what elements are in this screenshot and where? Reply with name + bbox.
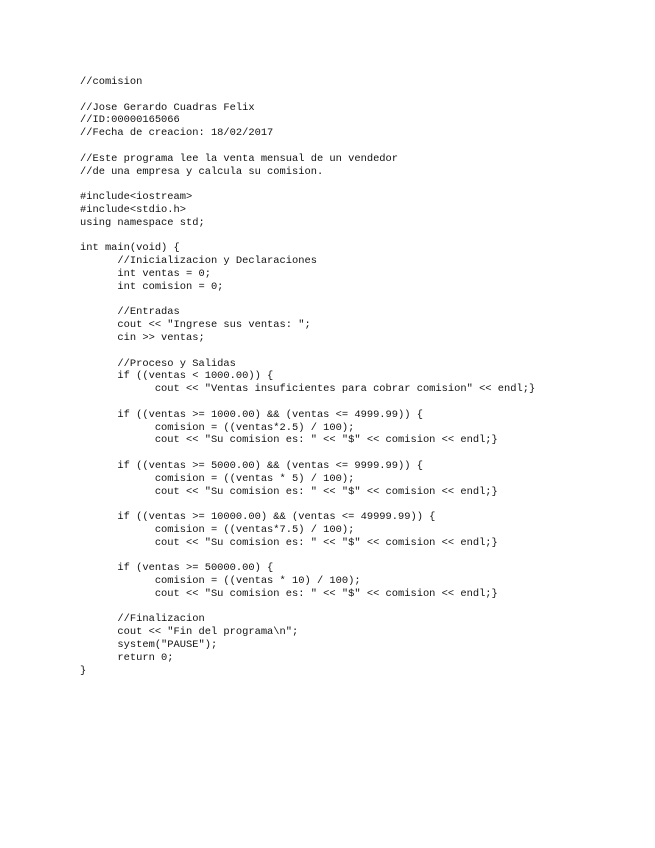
code-line — [80, 549, 640, 562]
code-line — [80, 294, 640, 307]
code-line: cin >> ventas; — [80, 331, 205, 344]
code-line — [80, 230, 640, 243]
code-line: //Este programa lee la venta mensual de un vendedor — [80, 152, 399, 165]
code-line: using namespace std; — [80, 216, 205, 229]
code-line: int comision = 0; — [80, 280, 224, 293]
code-line: int main(void) { — [80, 242, 180, 255]
code-line: //Jose Gerardo Cuadras Felix — [80, 101, 255, 114]
code-line: comision = ((ventas*7.5) / 100); — [80, 523, 355, 536]
code-line: if ((ventas >= 5000.00) && (ventas <= 9999.99)) { — [80, 459, 423, 472]
code-line: return 0; — [80, 651, 174, 664]
code-line: int ventas = 0; — [80, 267, 211, 280]
code-line: comision = ((ventas * 10) / 100); — [80, 575, 361, 588]
code-line: //Inicializacion y Declaraciones — [80, 255, 317, 268]
code-line — [80, 89, 640, 102]
code-line — [80, 140, 640, 153]
code-line: //ID:00000165066 — [80, 114, 180, 127]
code-line: #include<iostream> — [80, 191, 193, 204]
code-line: cout << "Ventas insuficientes para cobrar comision" << endl;} — [80, 383, 536, 396]
code-line: if ((ventas >= 1000.00) && (ventas <= 4999.99)) { — [80, 408, 423, 421]
code-line — [80, 498, 640, 511]
code-listing — [80, 76, 640, 677]
code-line: cout << "Fin del programa\n"; — [80, 626, 299, 639]
code-line — [80, 345, 640, 358]
code-line: } — [80, 664, 87, 677]
code-line: if ((ventas < 1000.00)) { — [80, 370, 274, 383]
code-line — [80, 396, 640, 409]
code-line: cout << "Su comision es: " << "$" << comision << endl;} — [80, 485, 498, 498]
code-line — [80, 178, 640, 191]
code-line: //Proceso y Salidas — [80, 357, 236, 370]
code-line: //comision — [80, 76, 143, 88]
code-line — [80, 447, 640, 460]
code-line: cout << "Su comision es: " << "$" << comision << endl;} — [80, 587, 498, 600]
code-line: comision = ((ventas*2.5) / 100); — [80, 421, 355, 434]
code-line: cout << "Su comision es: " << "$" << comision << endl;} — [80, 434, 498, 447]
code-line: system("PAUSE"); — [80, 639, 218, 652]
code-line: //Finalizacion — [80, 613, 205, 626]
code-line: cout << "Ingrese sus ventas: "; — [80, 319, 311, 332]
code-line: if (ventas >= 50000.00) { — [80, 562, 274, 575]
code-line: cout << "Su comision es: " << "$" << comision << endl;} — [80, 536, 498, 549]
code-line: //Entradas — [80, 306, 180, 319]
code-line: //Fecha de creacion: 18/02/2017 — [80, 127, 274, 140]
code-line: if ((ventas >= 10000.00) && (ventas <= 49999.99)) { — [80, 511, 436, 524]
code-line — [80, 601, 640, 614]
code-line: //de una empresa y calcula su comision. — [80, 165, 324, 178]
code-line: comision = ((ventas * 5) / 100); — [80, 472, 355, 485]
code-line: #include<stdio.h> — [80, 203, 187, 216]
